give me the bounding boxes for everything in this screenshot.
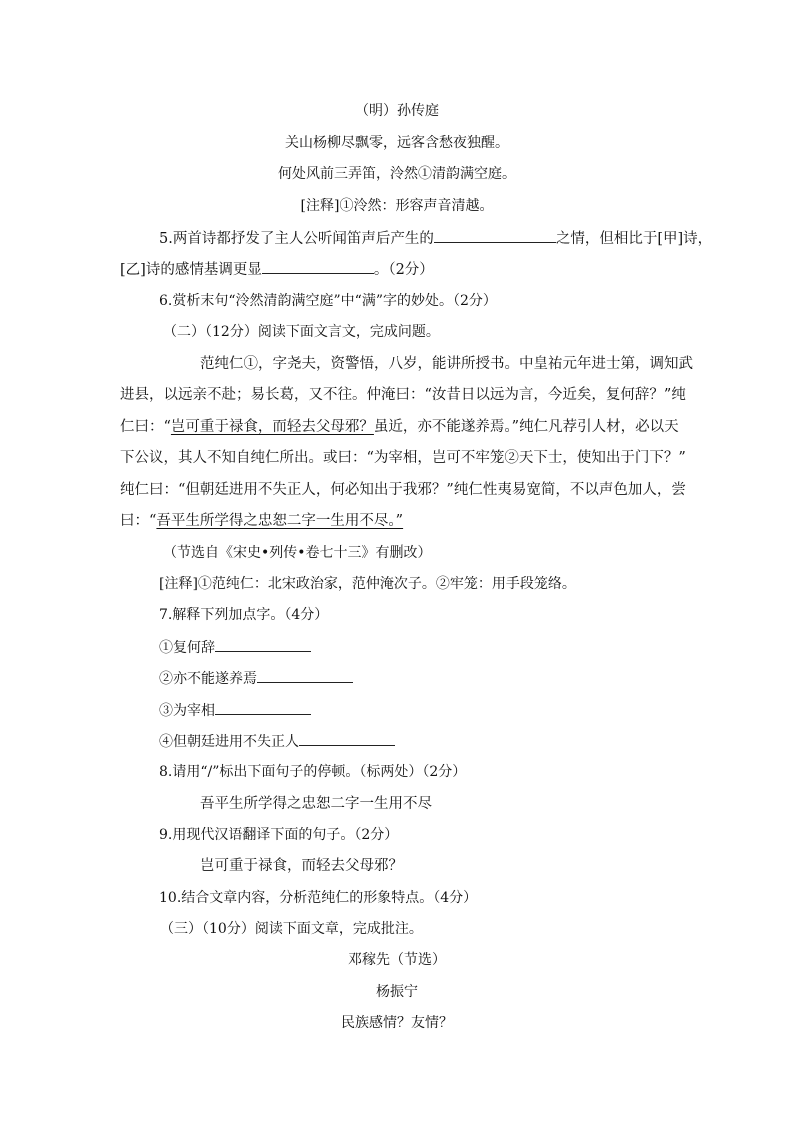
passage-line: 进县，以远亲不赴；易长葛，又不往。仲淹曰：“汝昔日以远为言，今近矣，复何辞？”纯 <box>120 387 686 403</box>
underlined-sentence: 岂可重于禄食，而轻去父母邪？ <box>170 419 374 435</box>
question-6: 6.赏析末句“泠然清韵满空庭”中“满”字的妙处。（2分） <box>159 293 497 309</box>
passage-text: 曰：“ <box>120 513 157 529</box>
answer-blank[interactable] <box>434 228 556 243</box>
passage-text: 仁曰：“ <box>120 419 171 435</box>
question-5-text: 之情，但相比于[甲]诗， <box>555 231 713 247</box>
poem-author: （明）孙传庭 <box>355 103 439 119</box>
item-text: ①复何辞 <box>159 640 215 656</box>
question-8: 8.请用“/”标出下面句子的停顿。（标两处）（2分） <box>159 764 467 780</box>
question-7-item <box>159 668 353 689</box>
section-3-heading: （三）（10分）阅读下面文章，完成批注。 <box>160 921 423 937</box>
question-5-line-2 <box>120 259 434 280</box>
section-2-heading: （二）（12分）阅读下面文言文，完成问题。 <box>163 324 440 340</box>
answer-blank[interactable] <box>257 668 353 683</box>
passage-line <box>120 417 679 437</box>
item-text: ③为宰相 <box>159 703 215 719</box>
passage-line: 下公议，其人不知自纯仁所出。或曰：“为宰相，岂可不牢笼②天下士，使知出于门下？” <box>120 450 686 466</box>
passage-line: 范纯仁①，字尧夫，资警悟，八岁，能讲所授书。中皇祐元年进士第，调知武 <box>200 356 693 372</box>
question-7-item <box>159 637 311 658</box>
passage-line: 纯仁曰：“但朝廷进用不失正人，何必知出于我邪？”纯仁性夷易宽简，不以声色加人，尝 <box>120 482 686 498</box>
question-5-text: 。（2分） <box>373 262 434 278</box>
question-5-text: 5.两首诗都抒发了主人公听闻笛声后产生的 <box>159 231 434 247</box>
passage-note: [注释]①范纯仁：北宋政治家，范仲淹次子。②牢笼：用手段笼络。 <box>159 576 576 592</box>
item-text: ②亦不能遂养焉 <box>159 671 257 687</box>
passage-source: （节选自《宋史•列传•卷七十三》有删改） <box>163 545 432 561</box>
underlined-sentence: 吾平生所学得之忠恕二字一生用不尽。” <box>156 513 404 529</box>
question-9-sentence: 岂可重于禄食，而轻去父母邪？ <box>200 858 403 874</box>
question-9: 9.用现代汉语翻译下面的句子。（2分） <box>159 827 399 843</box>
question-7-item <box>159 700 311 721</box>
question-5-text: [乙]诗的感情基调更显 <box>120 262 262 278</box>
poem-line-2: 何处风前三弄笛，泠然①清韵满空庭。 <box>278 166 516 182</box>
answer-blank[interactable] <box>215 637 311 652</box>
article-author: 杨振宁 <box>376 984 418 1000</box>
item-text: ④但朝廷进用不失正人 <box>159 734 299 750</box>
question-8-sentence: 吾平生所学得之忠恕二字一生用不尽 <box>200 796 432 812</box>
passage-line <box>120 511 403 531</box>
answer-blank[interactable] <box>215 700 311 715</box>
article-subtitle: 民族感情？友情？ <box>341 1015 453 1031</box>
question-7-item <box>159 731 395 752</box>
answer-blank[interactable] <box>262 259 374 274</box>
answer-blank[interactable] <box>299 731 395 746</box>
passage-text: 虽近，亦不能遂养焉。”纯仁凡荐引人材，必以天 <box>373 419 679 435</box>
question-5-line-1 <box>159 228 712 249</box>
article-title: 邓稼先（节选） <box>348 952 446 968</box>
poem-line-1: 关山杨柳尽飘零，远客含愁夜独醒。 <box>285 135 509 151</box>
question-7: 7.解释下列加点字。（4分） <box>159 607 329 623</box>
poem-note: [注释]①泠然：形容声音清越。 <box>300 198 494 214</box>
question-10: 10.结合文章内容，分析范纯仁的形象特点。（4分） <box>159 890 478 906</box>
